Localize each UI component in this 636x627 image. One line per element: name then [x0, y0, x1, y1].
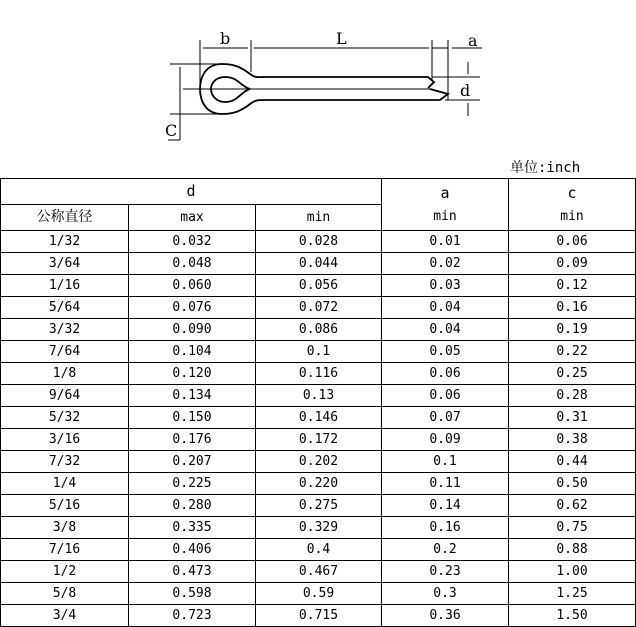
cell-d-max: 0.280 — [129, 495, 256, 517]
cell-d-min: 0.275 — [256, 495, 382, 517]
header-row-1 — [1, 179, 636, 205]
cell-d-min: 0.116 — [256, 363, 382, 385]
cell-a-min: 0.03 — [382, 275, 509, 297]
table-row — [1, 319, 636, 341]
cotter-pin-dimensions-table — [0, 178, 636, 627]
cell-nominal-diameter: 1/2 — [1, 561, 129, 583]
header-d-min: min — [256, 205, 382, 231]
header-a — [382, 179, 509, 231]
cell-d-max: 0.598 — [129, 583, 256, 605]
table-row — [1, 517, 636, 539]
cell-nominal-diameter: 3/4 — [1, 605, 129, 627]
cell-a-min: 0.06 — [382, 363, 509, 385]
table-row — [1, 539, 636, 561]
header-a-min: min — [433, 208, 457, 224]
unit-label: 单位:inch — [510, 160, 581, 176]
cell-d-min: 0.1 — [256, 341, 382, 363]
table-row — [1, 253, 636, 275]
cell-a-min: 0.04 — [382, 319, 509, 341]
header-c-min: min — [560, 208, 584, 224]
cell-c-min: 0.09 — [509, 253, 636, 275]
cell-a-min: 0.23 — [382, 561, 509, 583]
cell-a-min: 0.11 — [382, 473, 509, 495]
table-row — [1, 407, 636, 429]
cell-d-max: 0.120 — [129, 363, 256, 385]
cell-d-min: 0.028 — [256, 231, 382, 253]
cell-d-max: 0.723 — [129, 605, 256, 627]
cell-d-max: 0.207 — [129, 451, 256, 473]
cell-nominal-diameter: 5/32 — [1, 407, 129, 429]
cell-d-min: 0.172 — [256, 429, 382, 451]
cell-c-min: 0.38 — [509, 429, 636, 451]
header-c — [509, 179, 636, 231]
cell-d-max: 0.225 — [129, 473, 256, 495]
cell-d-max: 0.134 — [129, 385, 256, 407]
table-row — [1, 341, 636, 363]
cell-c-min: 0.88 — [509, 539, 636, 561]
cell-d-max: 0.473 — [129, 561, 256, 583]
cell-nominal-diameter: 3/32 — [1, 319, 129, 341]
cell-nominal-diameter: 1/16 — [1, 275, 129, 297]
cell-c-min: 1.50 — [509, 605, 636, 627]
table-row — [1, 385, 636, 407]
cell-c-min: 0.28 — [509, 385, 636, 407]
dim-label-b: b — [220, 29, 231, 48]
cell-a-min: 0.07 — [382, 407, 509, 429]
cell-a-min: 0.14 — [382, 495, 509, 517]
cell-c-min: 0.25 — [509, 363, 636, 385]
cell-a-min: 0.09 — [382, 429, 509, 451]
cell-nominal-diameter: 7/32 — [1, 451, 129, 473]
header-c-label: c — [567, 183, 577, 202]
cell-d-max: 0.032 — [129, 231, 256, 253]
header-d-max: max — [129, 205, 256, 231]
cell-d-max: 0.150 — [129, 407, 256, 429]
dim-label-a: a — [468, 31, 478, 50]
cell-nominal-diameter: 1/4 — [1, 473, 129, 495]
cell-d-min: 0.715 — [256, 605, 382, 627]
cell-nominal-diameter: 1/32 — [1, 231, 129, 253]
dim-label-d: d — [460, 81, 471, 100]
table-row — [1, 583, 636, 605]
cell-d-min: 0.467 — [256, 561, 382, 583]
table-row — [1, 451, 636, 473]
cell-d-min: 0.072 — [256, 297, 382, 319]
cell-c-min: 0.16 — [509, 297, 636, 319]
cell-c-min: 0.12 — [509, 275, 636, 297]
cell-d-min: 0.220 — [256, 473, 382, 495]
cell-d-max: 0.335 — [129, 517, 256, 539]
cell-c-min: 0.75 — [509, 517, 636, 539]
cell-d-max: 0.090 — [129, 319, 256, 341]
cell-a-min: 0.02 — [382, 253, 509, 275]
cell-d-min: 0.146 — [256, 407, 382, 429]
cell-nominal-diameter: 7/64 — [1, 341, 129, 363]
cell-a-min: 0.04 — [382, 297, 509, 319]
cotter-pin-diagram — [0, 0, 636, 160]
cell-d-min: 0.13 — [256, 385, 382, 407]
cell-a-min: 0.06 — [382, 385, 509, 407]
header-d: d — [1, 179, 382, 205]
cell-c-min: 0.62 — [509, 495, 636, 517]
cell-c-min: 0.44 — [509, 451, 636, 473]
cell-d-min: 0.202 — [256, 451, 382, 473]
cell-nominal-diameter: 7/16 — [1, 539, 129, 561]
cell-c-min: 0.50 — [509, 473, 636, 495]
cell-c-min: 1.25 — [509, 583, 636, 605]
cell-d-min: 0.044 — [256, 253, 382, 275]
cell-c-min: 1.00 — [509, 561, 636, 583]
table-row — [1, 297, 636, 319]
cell-nominal-diameter: 5/64 — [1, 297, 129, 319]
table-row — [1, 231, 636, 253]
dim-label-L: L — [336, 29, 347, 48]
cell-nominal-diameter: 5/16 — [1, 495, 129, 517]
cell-d-min: 0.086 — [256, 319, 382, 341]
cell-d-min: 0.4 — [256, 539, 382, 561]
cell-c-min: 0.31 — [509, 407, 636, 429]
table-row — [1, 561, 636, 583]
cell-a-min: 0.01 — [382, 231, 509, 253]
table-row — [1, 605, 636, 627]
cell-c-min: 0.22 — [509, 341, 636, 363]
cell-a-min: 0.2 — [382, 539, 509, 561]
cell-a-min: 0.36 — [382, 605, 509, 627]
cell-a-min: 0.05 — [382, 341, 509, 363]
table-row — [1, 429, 636, 451]
cell-d-max: 0.048 — [129, 253, 256, 275]
table-row — [1, 495, 636, 517]
cell-d-min: 0.329 — [256, 517, 382, 539]
table-row — [1, 363, 636, 385]
cell-d-max: 0.060 — [129, 275, 256, 297]
dim-label-C: C — [165, 121, 178, 140]
cell-d-max: 0.076 — [129, 297, 256, 319]
cell-nominal-diameter: 3/64 — [1, 253, 129, 275]
cell-nominal-diameter: 3/8 — [1, 517, 129, 539]
cell-nominal-diameter: 5/8 — [1, 583, 129, 605]
cell-c-min: 0.19 — [509, 319, 636, 341]
cell-d-min: 0.056 — [256, 275, 382, 297]
cell-d-max: 0.176 — [129, 429, 256, 451]
cell-a-min: 0.3 — [382, 583, 509, 605]
cell-nominal-diameter: 9/64 — [1, 385, 129, 407]
header-nominal-diameter: 公称直径 — [1, 205, 129, 231]
cell-d-min: 0.59 — [256, 583, 382, 605]
cell-a-min: 0.16 — [382, 517, 509, 539]
header-a-label: a — [440, 183, 450, 202]
cell-d-max: 0.104 — [129, 341, 256, 363]
cell-nominal-diameter: 1/8 — [1, 363, 129, 385]
table-row — [1, 275, 636, 297]
cell-nominal-diameter: 3/16 — [1, 429, 129, 451]
cell-d-max: 0.406 — [129, 539, 256, 561]
table-row — [1, 473, 636, 495]
cell-c-min: 0.06 — [509, 231, 636, 253]
cell-a-min: 0.1 — [382, 451, 509, 473]
